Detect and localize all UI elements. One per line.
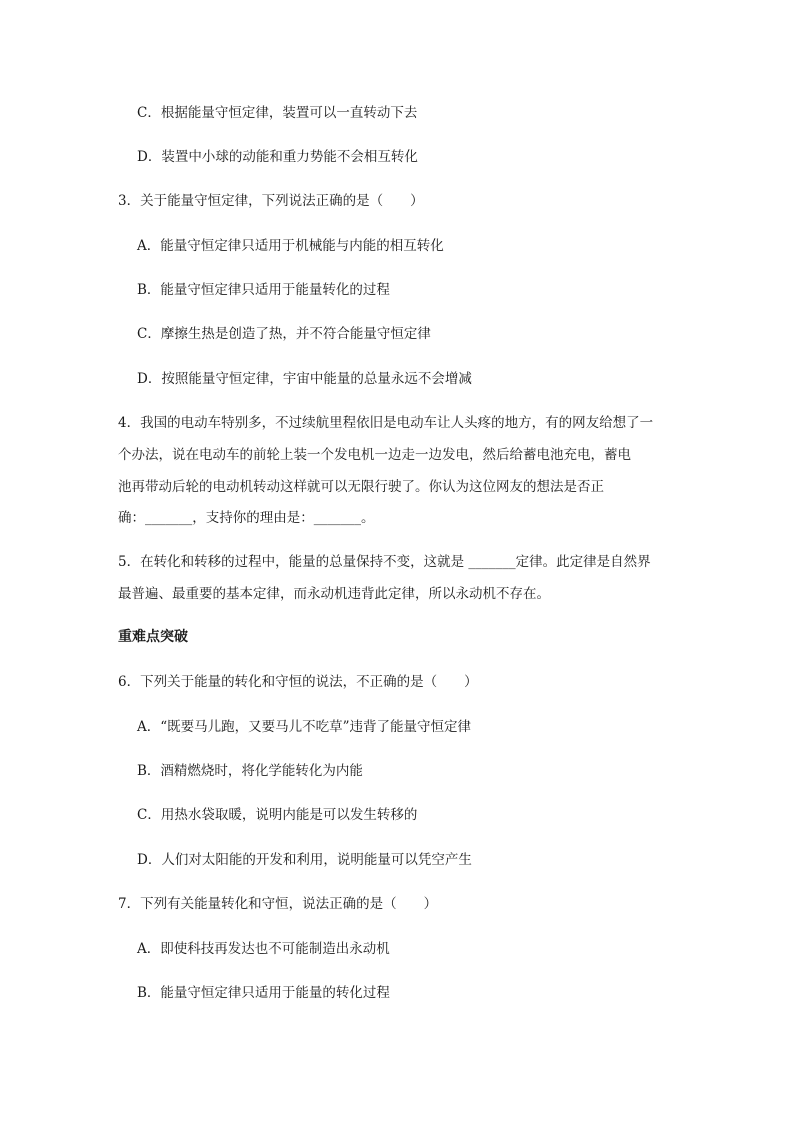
q6-option-d: D．人们对太阳能的开发和利用，说明能量可以凭空产生 (137, 852, 472, 868)
q7-option-a: A．即使科技再发达也不可能制造出永动机 (137, 941, 390, 957)
q6-option-a: A．“既要马儿跑，又要马儿不吃草”违背了能量守恒定律 (137, 719, 472, 735)
question-3: 3．关于能量守恒定律，下列说法正确的是（ ） (118, 193, 424, 209)
q2-option-d: D．装置中小球的动能和重力势能不会相互转化 (137, 149, 418, 165)
q3-option-c: C．摩擦生热是创造了热，并不符合能量守恒定律 (137, 326, 431, 342)
question-4-line-3: 池再带动后轮的电动机转动这样就可以无限行驶了。你认为这位网友的想法是否正 (118, 479, 604, 495)
question-5-line-2: 最普遍、最重要的基本定律，而永动机违背此定律，所以永动机不存在。 (118, 586, 550, 602)
question-7: 7．下列有关能量转化和守恒，说法正确的是（ ） (118, 896, 438, 912)
q6-option-c: C．用热水袋取暖，说明内能是可以发生转移的 (137, 807, 418, 823)
q3-option-a: A．能量守恒定律只适用于机械能与内能的相互转化 (137, 238, 444, 254)
q6-option-b: B．酒精燃烧时，将化学能转化为内能 (137, 763, 363, 779)
question-4-line-2: 个办法，说在电动车的前轮上装一个发电机一边走一边发电，然后给蓄电池充电，蓄电 (118, 447, 631, 463)
q3-option-d: D．按照能量守恒定律，宇宙中能量的总量永远不会增减 (137, 371, 472, 387)
q3-option-b: B．能量守恒定律只适用于能量转化的过程 (137, 282, 390, 298)
q7-option-b: B．能量守恒定律只适用于能量的转化过程 (137, 985, 390, 1001)
section-heading: 重难点突破 (118, 629, 188, 645)
question-4-line-4: 确：_______，支持你的理由是：_______。 (118, 510, 375, 526)
q2-option-c: C．根据能量守恒定律，装置可以一直转动下去 (137, 105, 418, 121)
question-5-line-1: 5．在转化和转移的过程中，能量的总量保持不变，这就是 _______定律。此定律是自然界 (118, 554, 651, 570)
question-6: 6．下列关于能量的转化和守恒的说法，不正确的是（ ） (118, 674, 478, 690)
question-4-line-1: 4．我国的电动车特别多，不过续航里程依旧是电动车让人头疼的地方，有的网友给想了一 (118, 415, 654, 431)
